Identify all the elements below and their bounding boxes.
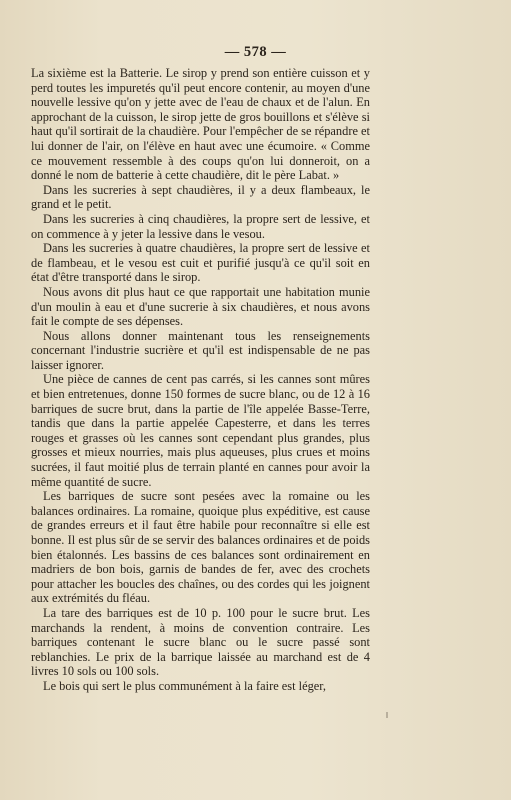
paragraph: Le bois qui sert le plus communément à la faire est léger, [43,678,327,693]
paragraph: Une pièce de cannes de cent pas carrés, si les cannes sont mûres et bien entretenues, donne 150 formes de sucre blanc, ou de 12 à 16 barriques de sucre brut, dans la partie de l'île appelée Basse-Terre, tandis que dans la partie appelée Capesterre, et dans les terres rouges et grasses où les cannes sont cependant plus grandes, plus grosses et mieux nourries, mais plus aqueuses, plus crues et moins sucrées, il faut moitié plus de terrain planté en cannes pour avoir la même quantité de sucre. [31,372,370,489]
body-text [31,66,370,694]
paragraph: Dans les sucreries à quatre chaudières, la propre sert de lessive et de flambeau, et le vesou est cuit et purifié jusqu'à ce qu'il soit en état d'être transporté dans le sirop. [31,241,370,285]
paragraph: Dans les sucreries à sept chaudières, il y a deux flambeaux, le grand et le petit. [31,182,370,212]
page-number: — 578 — [224,44,287,60]
paragraph: Nous allons donner maintenant tous les renseignements concernant l'industrie sucrière et qu'il est indispensable de ne pas laisser ignorer. [31,328,370,372]
paragraph: Dans les sucreries à cinq chaudières, la propre sert de lessive, et on commence à y jeter la lessive dans le vesou. [31,211,370,241]
paragraph: Les barriques de sucre sont pesées avec la romaine ou les balances ordinaires. La romaine, quoique plus expéditive, est cause de grandes erreurs et il faut être habile pour reconnaître si elle est bonne. Il est plus sûr de se servir des balances ordinaires et de poids bien étalonnés. Les bassins de ces balances sont ordinairement en madriers de bon bois, garnis de bandes de fer, avec des crochets pour attacher les boucles des chaînes, ou des cordes qui les joignent aux extrémités du fléau. [31,489,370,606]
paragraph: La sixième est la Batterie. Le sirop y prend son entière cuisson et y perd toutes les impuretés qu'il peut encore contenir, au moyen d'une nouvelle lessive qu'on y jette avec de l'eau de chaux et de l'alun. En approchant de la cuisson, le sirop jette de gros bouillons et s'élève si haut qu'il sortirait de la chaudière. Pour l'empêcher de se répandre et lui donner de l'air, on l'élève en haut avec une écumoire. « Comme ce mouvement ressemble à des coups qu'on lui donneroit, on a donné le nom de batterie à cette chaudière, dit le père Labat. » [31,66,370,183]
paragraph: Nous avons dit plus haut ce que rapportait une habitation munie d'un moulin à eau et d'une sucrerie à six chaudières, et nous avons fait le compte de ses dépenses. [31,284,370,329]
paragraph: La tare des barriques est de 10 p. 100 pour le sucre brut. Les marchands la rendent, à moins de convention contraire. Les barriques contenant le sucre blanc ou le sucre passé sont reblanchies. Le prix de la barrique laissée au marchand est de 4 livres 10 sols ou 100 sols. [31,605,370,679]
page-blemish [386,712,388,718]
